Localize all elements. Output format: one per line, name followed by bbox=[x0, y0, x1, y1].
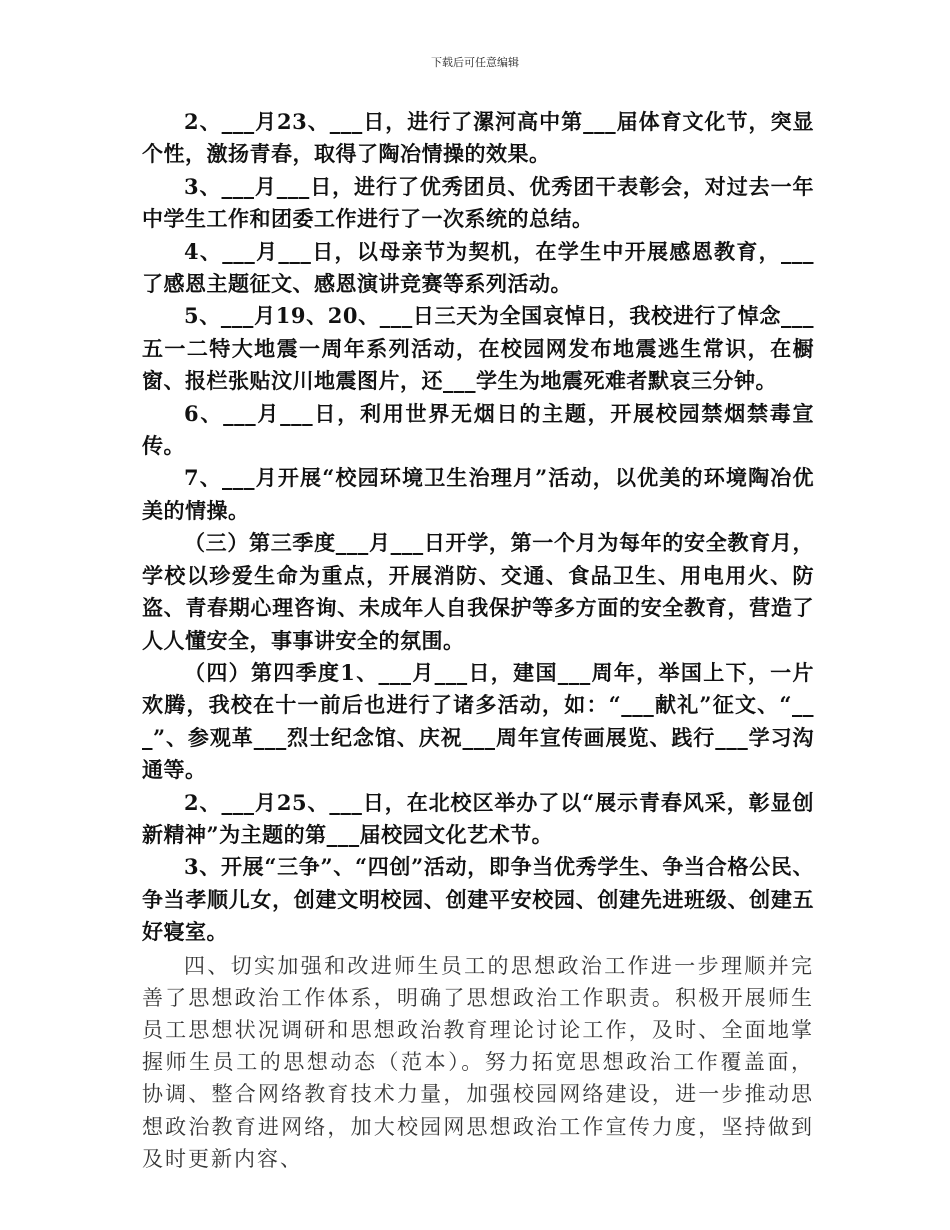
paragraph-item-6: 6、___月___日，利用世界无烟日的主题，开展校园禁烟禁毒宣传。 bbox=[142, 400, 814, 459]
page-header: 下载后可任意编辑 bbox=[431, 56, 519, 69]
paragraph-item-2: 2、___月23、___日，进行了漯河高中第___届体育文化节，突显个性，激扬青春，取得了陶冶情操的效果。 bbox=[142, 109, 814, 167]
document-body bbox=[142, 106, 814, 1175]
paragraph-item-4: 4、___月___日，以母亲节为契机，在学生中开展感恩教育，___了感恩主题征文、感恩演讲竞赛等系列活动。 bbox=[142, 238, 814, 297]
paragraph-q4-item-3: 3、开展“三争”、“四创”活动，即争当优秀学生、争当合格公民、争当孝顺儿女，创建文明校园、创建平安校园、创建先进班级、创建五好寝室。 bbox=[142, 854, 814, 945]
paragraph-section-4: 四、切实加强和改进师生员工的思想政治工作进一步理顺并完善了思想政治工作体系，明确了思想政治工作职责。积极开展师生员工思想状况调研和思想政治教育理论讨论工作，及时、全面地掌握师生员工的思想动态（范本）。努力拓宽思想政治工作覆盖面，协调、整合网络教育技术力量，加强校园网络建设，进一步推动思想政治教育进网络，加大校园网思想政治工作宣传力度，坚持做到及时更新内容、 bbox=[142, 953, 814, 1171]
paragraph-item-5: 5、___月19、20、___日三天为全国哀悼日，我校进行了悼念___五一二特大地震一周年系列活动，在校园网发布地震逃生常识，在橱窗、报栏张贴汶川地震图片，还___学生为地震死难者默哀三分钟。 bbox=[142, 303, 814, 394]
paragraph-q4-item-2: 2、___月25、___日，在北校区举办了以“展示青春风采，彰显创新精神”为主题的第___届校园文化艺术节。 bbox=[142, 789, 814, 847]
paragraph-item-3: 3、___月___日，进行了优秀团员、优秀团干表彰会，对过去一年中学生工作和团委工作进行了一次系统的总结。 bbox=[142, 173, 814, 232]
paragraph-q3: （三）第三季度___月___日开学，第一个月为每年的安全教育月，学校以珍爱生命为重点，开展消防、交通、食品卫生、用电用火、防盗、青春期心理咨询、未成年人自我保护等多方面的安全教育，营造了人人懂安全，事事讲安全的氛围。 bbox=[142, 530, 814, 653]
paragraph-item-7: 7、___月开展“校园环境卫生治理月”活动，以优美的环境陶冶优美的情操。 bbox=[142, 465, 814, 523]
paragraph-q4-item-1: （四）第四季度1、___月___日，建国___周年，举国上下，一片欢腾，我校在十一前后也进行了诸多活动，如：“___献礼”征文、“___”、参观革___烈士纪念馆、庆祝___周年宣传画展览、践行___学习沟通等。 bbox=[142, 659, 814, 783]
